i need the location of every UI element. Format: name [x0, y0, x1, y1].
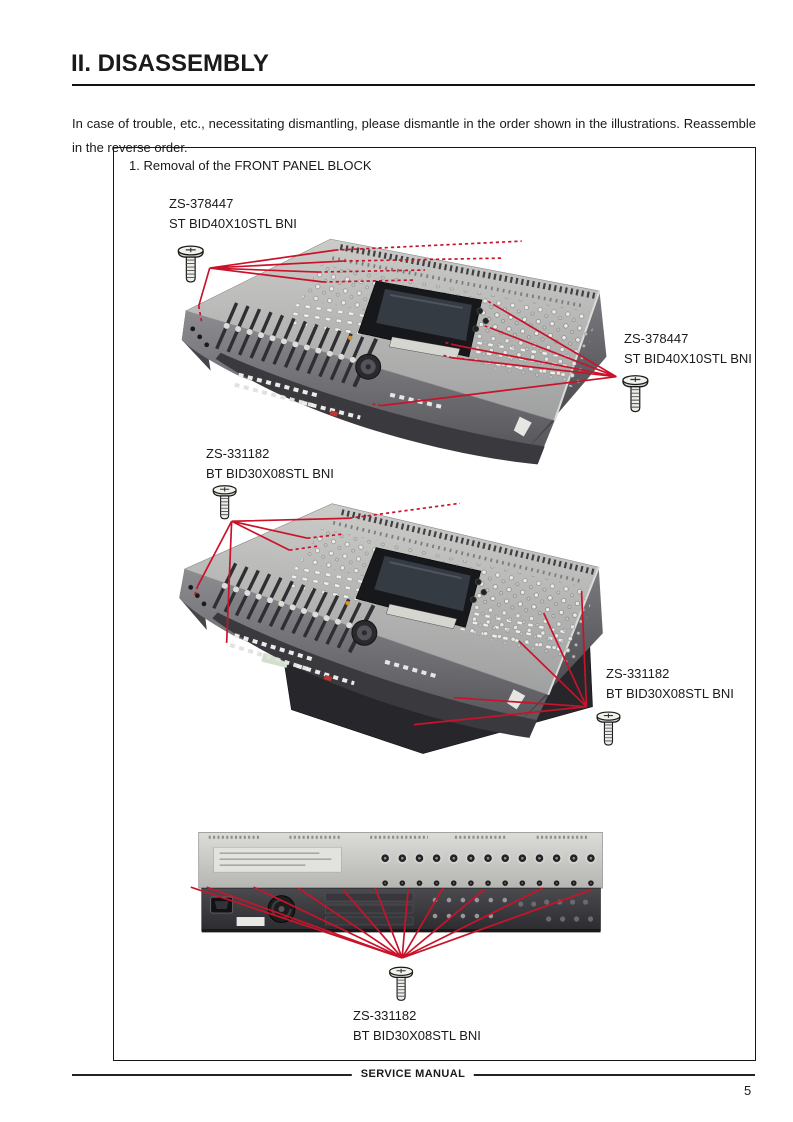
part-description: ST BID40X10STL BNI	[169, 216, 297, 231]
callout-label-bt-right	[606, 664, 734, 704]
callout-label-st-right	[624, 329, 752, 369]
part-description: BT BID30X08STL BNI	[206, 466, 334, 481]
rear-panel-photo	[199, 832, 603, 932]
page-title: II. DISASSEMBLY	[71, 50, 269, 77]
part-number: ZS-331182	[606, 666, 670, 681]
part-description: ST BID40X10STL BNI	[624, 351, 752, 366]
callout-label-bt-left	[206, 444, 334, 484]
figure-step-title: 1. Removal of the FRONT PANEL BLOCK	[129, 158, 372, 173]
footer-label: SERVICE MANUAL	[352, 1068, 474, 1080]
part-number: ZS-331182	[353, 1008, 417, 1023]
figure-illustration	[114, 148, 755, 1060]
part-number: ZS-378447	[169, 196, 234, 211]
page-number: 5	[744, 1083, 752, 1098]
screw-icon	[623, 376, 648, 412]
console-photo-2	[174, 497, 608, 753]
screw-icon	[597, 712, 620, 745]
callout-label-bt-bottom	[353, 1006, 481, 1046]
part-number: ZS-331182	[206, 446, 270, 461]
part-description: BT BID30X08STL BNI	[353, 1028, 481, 1043]
title-divider	[72, 84, 755, 86]
intro-paragraph: In case of trouble, etc., necessitating dismantling, please dismantle in the order shown in the illustrations. Reassemble in the reverse order.	[72, 116, 756, 155]
callout-label-st-left	[169, 194, 297, 234]
figure-box	[113, 147, 756, 1061]
screw-icon	[213, 486, 236, 519]
screw-icon	[178, 246, 203, 282]
screw-icon	[390, 967, 413, 1000]
part-number: ZS-378447	[624, 331, 689, 346]
part-description: BT BID30X08STL BNI	[606, 686, 734, 701]
